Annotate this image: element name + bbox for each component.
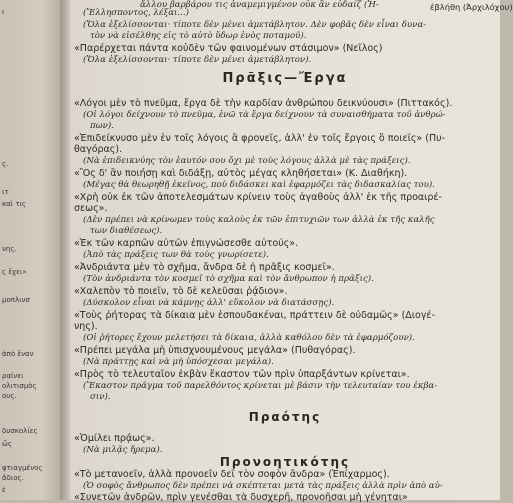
text-line: (Δὲν πρέπει νὰ κρίνωμεν τοὺς καλοὺς ἐκ τῶν ἐπιτυχιῶν των ἀλλὰ ἐκ τῆς καλῆς — [83, 215, 435, 225]
text-line: «Πρὸς τὸ τελευταῖον ἐκβὰν ἕκαστον τῶν πρὶν ὑπαρξάντων κρίνεται». — [74, 369, 410, 380]
text-line: (Ὅλα ἐξελίσσονται· τίποτε δὲν μένει ἀμετάβλητον). — [83, 55, 312, 65]
left-page-fragment: ἄδιος. — [2, 474, 24, 482]
left-page-fragment: ραίνει — [2, 372, 24, 380]
text-line: «Πρέπει μεγάλα μὴ ὑπισχνουμένους μεγάλα» (Πυθαγόρας). — [74, 345, 356, 356]
left-page-fragment: δυσκολίες — [2, 427, 38, 435]
text-line: «Συνετῶν ἀνδρῶν, πρὶν γενέσθαι τὰ δυσχερῆ, προνοῆσαι μὴ γένηται» — [74, 492, 408, 503]
text-line: (Ὅλα ἐξελίσσονται· τίποτε δὲν μένει ἀμετάβλητον. Δὲν φοβᾶς δὲν εἶναι δυνα- — [83, 20, 427, 30]
text-line: «Ὃς δ' ἂν ποιήσῃ καὶ διδάξῃ, αὐτὸς μέγας κληθήσεται» (Κ. Διαθήκη). — [74, 168, 408, 179]
text-line: (Ὁ σοφὸς ἄνθρωπος δὲν πρέπει νὰ σκέπτεται μετὰ τὰς πράξεις ἀλλὰ πρὶν ἀπὸ αὐ- — [83, 481, 443, 491]
text-line: «Παρέρχεται πάντα κοὐδὲν τῶν φαινομένων στάσιμον» (Νεῖλος) — [74, 43, 383, 54]
text-line: σιν). — [90, 392, 111, 402]
text-line: ἄλλου βαρβάρου τις ἀναμεμιγμένον οὐκ ἂν εὐδαίζ (Ἡ- — [140, 0, 379, 10]
text-line: (Ἕκαστον πρᾶγμα τοῦ παρελθόντος κρίνεται μὲ βάσιν τὴν τελευταίαν του ἐκβα- — [83, 381, 438, 391]
text-line: (Δύσκολον εἶναι νὰ κάμνῃς ἀλλ' εὔκολον νὰ διατάσσῃς). — [83, 298, 335, 308]
text-line: «Ἐπιδείκνυσο μὲν ἐν τοῖς λόγοις ἃ φρονεῖς, ἀλλ' ἐν τοῖς ἔργοις ὃ ποιεῖς» (Πυ- — [74, 133, 446, 144]
left-page-fragment: νης. — [2, 245, 17, 253]
text-line: (Τὸν ἀνδριάντα τὸν κοσμεῖ τὸ σχῆμα καὶ τὸν ἄνθρωπον ἡ πρᾶξις). — [83, 274, 374, 284]
section-heading: Πρᾶξις—Ἔργα — [222, 71, 348, 86]
section-heading: Πραότης — [248, 410, 322, 424]
text-line: (Μέγας θὰ θεωρηθῇ ἐκεῖνος, ποὺ διδάσκει καὶ ἐφαρμόζει τὰς διδασκαλίας του). — [83, 180, 435, 190]
left-page-fragment: ιτ — [2, 188, 9, 196]
text-line: «Ἐκ τῶν καρπῶν αὐτῶν ἐπιγνώσεσθε αὐτούς». — [74, 238, 299, 249]
text-line: «Ὁμίλει πρᾴως». — [74, 433, 155, 444]
left-page-fragment: ους. — [2, 392, 17, 400]
text-line: (Νὰ ἐπιδεικνύης τὸν ἑαυτόν σου ὄχι μὲ τοὺς λόγους ἀλλὰ μὲ τὰς πράξεις). — [83, 156, 411, 166]
text-line: «Τὸ μετανοεῖν, ἀλλὰ προνοεῖν δεῖ τὸν σοφὸν ἄνδρα» (Ἐπίχαρμος). — [74, 469, 390, 480]
text-line: (Οἱ ῥήτορες ἔχουν μελετήσει τὰ δίκαια, ἀλλὰ καθόλου δὲν τὰ ἐφαρμόζουν). — [83, 333, 415, 343]
text-line: σεως». — [74, 203, 108, 214]
text-line: τὸν νὰ εἰσέλθης εἰς τὸ αὐτὸ ὕδωρ ἑνὸς ποταμοῦ). — [90, 31, 307, 41]
text-line: «Λόγοι μὲν τὸ πνεῦμα, ἔργα δὲ τὴν καρδίαν ἀνθρώπου δεικνύουσι» (Πιττακός). — [74, 98, 453, 109]
text-line: «Χαλεπὸν τὸ ποιεῖν, τὸ δὲ κελεῦσαι ῥᾴδιον». — [74, 286, 288, 297]
left-page-fragment: ἀπὸ ἔναν — [2, 350, 34, 358]
book-page — [70, 0, 513, 503]
left-page-fragment: φτιαγμένος — [2, 464, 43, 472]
text-line: (Νὰ μιλᾷς ἤρεμα). — [83, 445, 163, 455]
left-page-edge — [0, 0, 60, 500]
text-line: πων). — [90, 121, 114, 131]
text-line: «Ἀνδριάντα μὲν τὸ σχῆμα, ἄνδρα δὲ ἡ πρᾶξις κοσμεῖ». — [74, 262, 335, 273]
book-gutter — [60, 0, 70, 500]
left-page-fragment: ς ἔχει» — [2, 268, 27, 276]
text-line: (Οἱ λόγοι δείχνουν τὸ πνεῦμα, ἐνῶ τὰ ἔργα δείχνουν τὰ συναισθήματα τοῦ ἀνθρώ- — [83, 110, 446, 120]
text-line: «Τοὺς ῥήτορας τὰ δίκαια μὲν ἐσπουδακέναι, πράττειν δὲ οὐδαμῶς» (Διογέ- — [74, 310, 435, 321]
left-page-fragment: μοπλινσ — [2, 296, 30, 304]
section-heading: Προνοητικότης — [219, 455, 351, 469]
text-line: (Ἀπὸ τὰς πράξεις των θὰ τοὺς γνωρίσετε). — [83, 250, 269, 260]
text-line: νης). — [74, 321, 98, 332]
text-line: (Νὰ πράττῃς καὶ νὰ μὴ ὑπόσχεσαι μεγάλα). — [83, 357, 274, 367]
left-page-fragment: καὶ τις — [2, 200, 27, 208]
left-page-fragment: ολιτισμὸς — [2, 382, 37, 390]
text-line: θαγόρας). — [74, 144, 123, 155]
text-line: «Χρὴ οὐκ ἐκ τῶν ἀποτελεσμάτων κρίνειν τοὺς ἀγαθοὺς ἀλλ' ἐκ τῆς προαιρέ- — [74, 192, 442, 203]
text-line: ἐβλήθη (Ἀρχιλόχου) — [430, 2, 513, 12]
text-line: (Ἕλλησποντος, λέξαι...) — [83, 8, 189, 18]
left-page-fragment: ὥς — [2, 440, 12, 448]
left-page-fragment: ὲ — [2, 486, 6, 494]
left-page-fragment: ς. — [2, 160, 9, 168]
left-page-fragment: ι — [2, 8, 5, 16]
text-line: των διαθέσεως). — [90, 226, 163, 236]
